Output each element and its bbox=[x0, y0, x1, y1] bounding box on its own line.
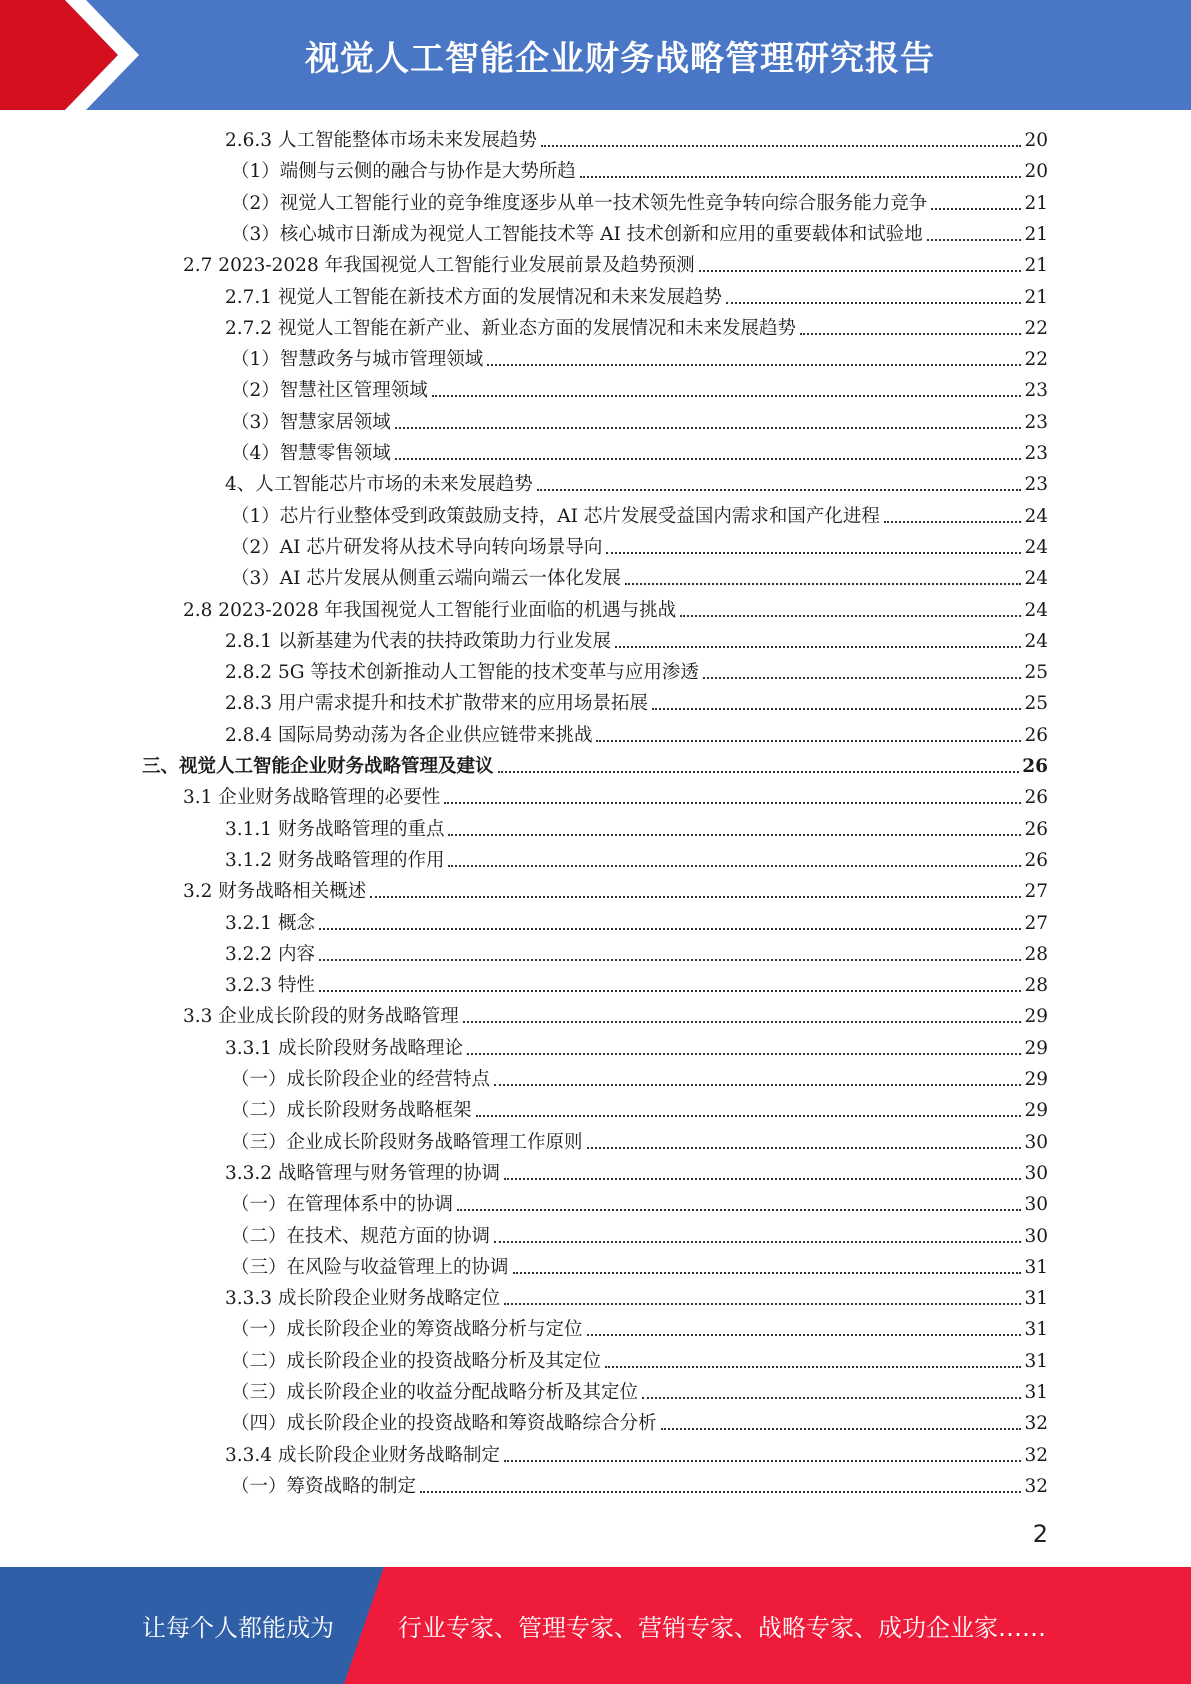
toc-dot-leader bbox=[444, 802, 1021, 804]
toc-entry[interactable] bbox=[225, 1443, 1048, 1469]
toc-entry[interactable] bbox=[231, 1130, 1048, 1156]
toc-entry[interactable] bbox=[231, 1067, 1048, 1093]
toc-dot-leader bbox=[661, 1428, 1022, 1430]
toc-entry-title: （1）芯片行业整体受到政策鼓励支持，AI 芯片发展受益国内需求和国产化进程 bbox=[231, 505, 880, 527]
toc-entry-page: 21 bbox=[1024, 286, 1048, 308]
toc-entry-page: 31 bbox=[1024, 1319, 1048, 1341]
toc-dot-leader bbox=[319, 990, 1022, 992]
toc-entry-page: 29 bbox=[1024, 1069, 1048, 1090]
toc-entry-page: 31 bbox=[1024, 1350, 1048, 1372]
report-title: 视觉人工智能企业财务战略管理研究报告 bbox=[305, 38, 935, 79]
toc-entry-page: 23 bbox=[1024, 380, 1048, 402]
toc-entry[interactable] bbox=[225, 285, 1048, 311]
toc-dot-leader bbox=[457, 1209, 1021, 1211]
toc-entry-page: 21 bbox=[1024, 223, 1048, 245]
toc-entry[interactable] bbox=[231, 378, 1048, 404]
toc-entry-page: 24 bbox=[1024, 630, 1048, 652]
toc-entry-page: 24 bbox=[1024, 568, 1048, 590]
toc-dot-leader bbox=[680, 615, 1021, 617]
footer-slogan-right: 行业专家、管理专家、营销专家、战略专家、成功企业家…… bbox=[398, 1614, 1046, 1642]
toc-entry-page: 30 bbox=[1024, 1194, 1048, 1216]
toc-entry-page: 27 bbox=[1024, 912, 1048, 934]
toc-entry[interactable] bbox=[225, 817, 1048, 843]
toc-entry-title: （2）视觉人工智能行业的竞争维度逐步从单一技术领先性竞争转向综合服务能力竞争 bbox=[231, 192, 928, 214]
toc-entry[interactable] bbox=[231, 1098, 1048, 1124]
toc-entry-page: 30 bbox=[1024, 1162, 1048, 1184]
toc-dot-leader bbox=[476, 1115, 1022, 1117]
toc-entry-page: 20 bbox=[1024, 161, 1048, 183]
toc-entry-page: 23 bbox=[1024, 411, 1048, 433]
toc-entry[interactable] bbox=[231, 410, 1048, 436]
toc-dot-leader bbox=[498, 771, 1020, 773]
toc-entry-page: 24 bbox=[1024, 505, 1048, 527]
toc-entry[interactable] bbox=[225, 973, 1048, 999]
toc-dot-leader bbox=[487, 364, 1021, 366]
toc-entry[interactable] bbox=[231, 159, 1048, 185]
toc-entry-page: 30 bbox=[1024, 1225, 1048, 1247]
toc-entry-title: 3.3.3 成长阶段企业财务战略定位 bbox=[225, 1288, 500, 1310]
toc-entry[interactable] bbox=[225, 942, 1048, 968]
toc-entry-page: 24 bbox=[1024, 536, 1048, 558]
toc-entry-title: （二）在技术、规范方面的协调 bbox=[231, 1225, 491, 1247]
toc-entry[interactable] bbox=[225, 472, 1048, 498]
toc-dot-leader bbox=[448, 834, 1021, 836]
toc-dot-leader bbox=[703, 677, 1022, 679]
toc-entry-title: 2.8.4 国际局势动荡为各企业供应链带来挑战 bbox=[225, 724, 593, 746]
toc-entry-title: （一）筹资战略的制定 bbox=[231, 1475, 417, 1497]
toc-entry-page: 26 bbox=[1024, 724, 1048, 746]
toc-entry-title: 3.1 企业财务战略管理的必要性 bbox=[183, 787, 441, 809]
toc-dot-leader bbox=[420, 1491, 1021, 1493]
toc-entry[interactable] bbox=[231, 1380, 1048, 1406]
toc-entry-page: 22 bbox=[1024, 349, 1048, 371]
toc-dot-leader bbox=[319, 928, 1022, 930]
toc-entry-title: （3）AI 芯片发展从侧重云端向端云一体化发展 bbox=[231, 568, 621, 590]
toc-entry-page: 31 bbox=[1024, 1288, 1048, 1310]
toc-entry-page: 23 bbox=[1024, 474, 1048, 496]
toc-dot-leader bbox=[319, 959, 1022, 961]
toc-entry[interactable] bbox=[231, 347, 1048, 373]
toc-entry-title: （2）智慧社区管理领域 bbox=[231, 380, 428, 402]
toc-entry-title: （1）端侧与云侧的融合与协作是大势所趋 bbox=[231, 161, 576, 183]
toc-entry-title: （一）成长阶段企业的筹资战略分析与定位 bbox=[231, 1319, 583, 1341]
toc-dot-leader bbox=[448, 865, 1021, 867]
toc-entry[interactable] bbox=[225, 723, 1048, 749]
toc-entry-page: 32 bbox=[1024, 1413, 1048, 1435]
toc-entry-title: 3.3.4 成长阶段企业财务战略制定 bbox=[225, 1444, 500, 1466]
toc-entry-title: （4）智慧零售领域 bbox=[231, 443, 391, 464]
toc-entry-title: 3.2.3 特性 bbox=[225, 975, 315, 997]
toc-entry-title: 3.3.1 成长阶段财务战略理论 bbox=[225, 1037, 463, 1059]
toc-entry[interactable] bbox=[231, 1224, 1048, 1250]
toc-dot-leader bbox=[615, 646, 1021, 648]
toc-dot-leader bbox=[800, 333, 1021, 335]
toc-dot-leader bbox=[580, 176, 1022, 178]
toc-entry-page: 31 bbox=[1024, 1256, 1048, 1278]
toc-dot-leader bbox=[370, 896, 1021, 898]
toc-entry-page: 29 bbox=[1024, 1006, 1048, 1028]
toc-entry-page: 26 bbox=[1024, 818, 1048, 840]
toc-dot-leader bbox=[463, 1021, 1022, 1023]
toc-entry-title: 3.3 企业成长阶段的财务战略管理 bbox=[183, 1006, 459, 1028]
toc-dot-leader bbox=[504, 1178, 1021, 1180]
toc-entry-title: （一）在管理体系中的协调 bbox=[231, 1194, 454, 1216]
toc-entry[interactable] bbox=[183, 253, 1048, 279]
toc-dot-leader bbox=[884, 521, 1022, 523]
toc-entry[interactable] bbox=[225, 1161, 1048, 1187]
toc-entry-title: 2.6.3 人工智能整体市场未来发展趋势 bbox=[225, 130, 537, 151]
toc-entry-title: 4、人工智能芯片市场的未来发展趋势 bbox=[225, 474, 533, 496]
toc-entry[interactable] bbox=[225, 691, 1048, 717]
toc-entry-page: 26 bbox=[1024, 787, 1048, 809]
toc-entry-title: （1）智慧政务与城市管理领域 bbox=[231, 349, 484, 371]
toc-entry-title: （二）成长阶段财务战略框架 bbox=[231, 1100, 472, 1122]
toc-entry-page: 25 bbox=[1024, 693, 1048, 715]
toc-dot-leader bbox=[494, 1084, 1021, 1086]
toc-entry[interactable] bbox=[231, 1255, 1048, 1281]
toc-entry[interactable] bbox=[225, 1286, 1048, 1312]
toc-dot-leader bbox=[927, 239, 1022, 241]
toc-entry-page: 30 bbox=[1024, 1131, 1048, 1153]
toc-entry[interactable] bbox=[225, 629, 1048, 655]
toc-entry-title: 3.3.2 战略管理与财务管理的协调 bbox=[225, 1162, 500, 1184]
toc-dot-leader bbox=[699, 270, 1022, 272]
toc-entry-page: 21 bbox=[1024, 255, 1048, 277]
toc-entry[interactable] bbox=[225, 1036, 1048, 1062]
toc-entry[interactable] bbox=[231, 441, 1048, 467]
toc-entry-title: 3.1.1 财务战略管理的重点 bbox=[225, 818, 445, 840]
toc-entry-title: （二）成长阶段企业的投资战略分析及其定位 bbox=[231, 1350, 602, 1372]
toc-entry[interactable] bbox=[231, 1411, 1048, 1437]
page-footer bbox=[0, 1567, 1191, 1684]
toc-entry[interactable] bbox=[225, 128, 1048, 154]
toc-dot-leader bbox=[537, 489, 1022, 491]
toc-entry[interactable] bbox=[231, 1317, 1048, 1343]
toc-entry[interactable] bbox=[225, 848, 1048, 874]
toc-entry-page: 29 bbox=[1024, 1100, 1048, 1122]
toc-entry-title: （一）成长阶段企业的经营特点 bbox=[231, 1069, 491, 1090]
toc-entry-page: 26 bbox=[1024, 849, 1048, 871]
toc-entry[interactable] bbox=[231, 535, 1048, 561]
toc-entry[interactable] bbox=[231, 1474, 1048, 1500]
toc-dot-leader bbox=[395, 427, 1022, 429]
toc-entry-title: 2.7 2023-2028 年我国视觉人工智能行业发展前景及趋势预测 bbox=[183, 255, 695, 277]
toc-entry-title: 2.7.2 视觉人工智能在新产业、新业态方面的发展情况和未来发展趋势 bbox=[225, 317, 796, 339]
toc-entry-title: 3.2.2 内容 bbox=[225, 943, 315, 965]
toc-dot-leader bbox=[541, 145, 1021, 147]
toc-entry[interactable] bbox=[231, 566, 1048, 592]
toc-dot-leader bbox=[606, 552, 1021, 554]
toc-entry-title: （3）智慧家居领域 bbox=[231, 411, 391, 433]
toc-entry-page: 29 bbox=[1024, 1037, 1048, 1059]
toc-entry[interactable] bbox=[225, 911, 1048, 937]
toc-entry-page: 27 bbox=[1024, 881, 1048, 903]
footer-slogan-left: 让每个人都能成为 bbox=[142, 1614, 334, 1642]
toc-entry-title: （三）在风险与收益管理上的协调 bbox=[231, 1256, 509, 1278]
toc-entry-title: 3.2.1 概念 bbox=[225, 912, 315, 934]
toc-entry[interactable] bbox=[183, 785, 1048, 811]
toc-entry[interactable] bbox=[231, 191, 1048, 217]
page-header bbox=[0, 0, 1191, 110]
toc-entry-page: 32 bbox=[1024, 1444, 1048, 1466]
toc-dot-leader bbox=[726, 302, 1021, 304]
toc-entry-title: （四）成长阶段企业的投资战略和筹资战略综合分析 bbox=[231, 1413, 657, 1435]
toc-dot-leader bbox=[504, 1460, 1021, 1462]
toc-dot-leader bbox=[504, 1303, 1021, 1305]
toc-entry-page: 32 bbox=[1024, 1475, 1048, 1497]
toc-entry[interactable] bbox=[231, 1192, 1048, 1218]
toc-entry-page: 26 bbox=[1022, 756, 1048, 777]
toc-entry-title: （三）成长阶段企业的收益分配战略分析及其定位 bbox=[231, 1382, 639, 1403]
toc-entry-page: 24 bbox=[1024, 599, 1048, 621]
toc-entry-title: 2.8.3 用户需求提升和技术扩散带来的应用场景拓展 bbox=[225, 693, 648, 715]
toc-entry-title: （三）企业成长阶段财务战略管理工作原则 bbox=[231, 1131, 583, 1153]
toc-entry-title: 3.2 财务战略相关概述 bbox=[183, 881, 367, 903]
toc-entry[interactable] bbox=[183, 598, 1048, 624]
toc-entry-title: （2）AI 芯片研发将从技术导向转向场景导向 bbox=[231, 536, 603, 558]
toc-entry[interactable] bbox=[225, 316, 1048, 342]
toc-entry-title: 2.7.1 视觉人工智能在新技术方面的发展情况和未来发展趋势 bbox=[225, 286, 722, 308]
toc-entry-title: 2.8.1 以新基建为代表的扶持政策助力行业发展 bbox=[225, 630, 611, 652]
toc-entry-title: 3.1.2 财务战略管理的作用 bbox=[225, 849, 445, 871]
toc-entry-title: 2.8.2 5G 等技术创新推动人工智能的技术变革与应用渗透 bbox=[225, 662, 699, 684]
toc-dot-leader bbox=[652, 708, 1021, 710]
toc-dot-leader bbox=[587, 1334, 1022, 1336]
toc-entry-title: 2.8 2023-2028 年我国视觉人工智能行业面临的机遇与挑战 bbox=[183, 599, 677, 621]
toc-entry-page: 28 bbox=[1024, 943, 1048, 965]
red-chevron-decoration bbox=[0, 0, 150, 110]
toc-entry[interactable] bbox=[231, 504, 1048, 530]
toc-entry-title: 三、视觉人工智能企业财务战略管理及建议 bbox=[142, 756, 494, 777]
toc-entry-page: 31 bbox=[1024, 1382, 1048, 1403]
toc-entry[interactable] bbox=[183, 879, 1048, 905]
toc-entry-page: 28 bbox=[1024, 975, 1048, 997]
toc-dot-leader bbox=[931, 208, 1021, 210]
toc-entry-title: （3）核心城市日渐成为视觉人工智能技术等 AI 技术创新和应用的重要载体和试验地 bbox=[231, 223, 923, 245]
toc-entry[interactable] bbox=[142, 754, 1048, 780]
toc-dot-leader bbox=[605, 1366, 1021, 1368]
toc-dot-leader bbox=[625, 583, 1022, 585]
toc-dot-leader bbox=[642, 1397, 1021, 1399]
toc-dot-leader bbox=[467, 1053, 1021, 1055]
page-number: 2 bbox=[1032, 1520, 1048, 1548]
toc-dot-leader bbox=[513, 1272, 1022, 1274]
toc-dot-leader bbox=[432, 395, 1022, 397]
toc-entry-page: 22 bbox=[1024, 317, 1048, 339]
toc-entry-page: 20 bbox=[1024, 130, 1048, 151]
toc-entry[interactable] bbox=[231, 1349, 1048, 1375]
toc-dot-leader bbox=[395, 458, 1022, 460]
toc-dot-leader bbox=[587, 1147, 1022, 1149]
toc-entry[interactable] bbox=[225, 660, 1048, 686]
toc-entry[interactable] bbox=[183, 1004, 1048, 1030]
toc-entry[interactable] bbox=[231, 222, 1048, 248]
toc-dot-leader bbox=[494, 1241, 1021, 1243]
toc-entry-page: 21 bbox=[1024, 192, 1048, 214]
toc-entry-page: 23 bbox=[1024, 443, 1048, 464]
toc-dot-leader bbox=[596, 740, 1021, 742]
toc-entry-page: 25 bbox=[1024, 662, 1048, 684]
